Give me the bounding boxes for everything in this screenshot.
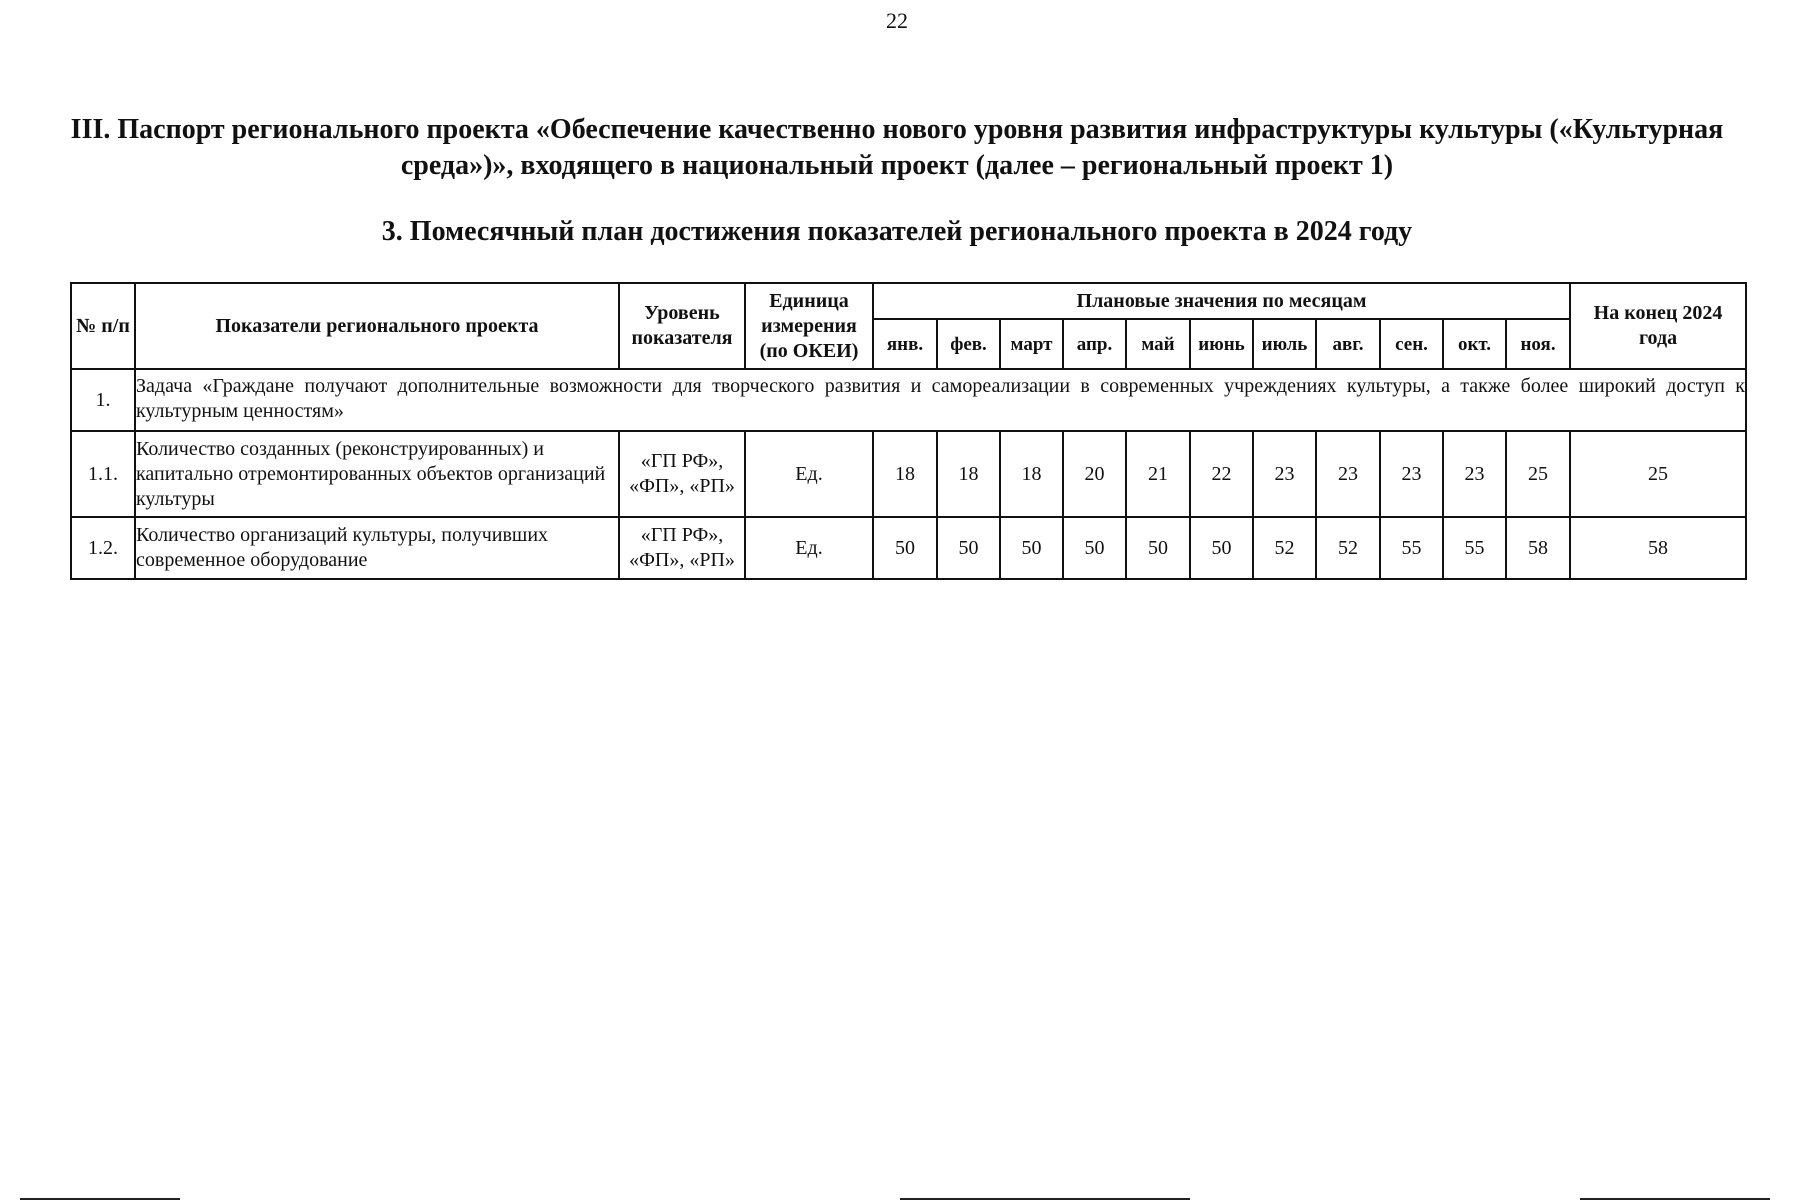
header-year-end: На конец 2024 года	[1570, 283, 1746, 369]
month-value: 52	[1253, 517, 1316, 579]
header-month: сен.	[1380, 319, 1443, 369]
header-month: фев.	[937, 319, 1000, 369]
indicator-level: «ГП РФ», «ФП», «РП»	[619, 431, 745, 517]
month-value: 50	[1190, 517, 1253, 579]
month-value: 18	[1000, 431, 1063, 517]
row-num: 1.1.	[71, 431, 135, 517]
month-value: 23	[1253, 431, 1316, 517]
indicator-unit: Ед.	[745, 517, 873, 579]
task-num: 1.	[71, 369, 135, 431]
year-end-value: 58	[1570, 517, 1746, 579]
header-month: июнь	[1190, 319, 1253, 369]
indicator-level: «ГП РФ», «ФП», «РП»	[619, 517, 745, 579]
month-value: 18	[873, 431, 937, 517]
year-end-value: 25	[1570, 431, 1746, 517]
month-value: 18	[937, 431, 1000, 517]
page-number: 22	[886, 8, 908, 33]
row-num: 1.2.	[71, 517, 135, 579]
month-value: 25	[1506, 431, 1570, 517]
header-month: окт.	[1443, 319, 1506, 369]
document-title: III. Паспорт регионального проекта «Обеспечение качественно нового уровня развития инфраструктуры культуры («Культурная среда»)», входящего в национальный проект (далее – региональный проект 1)	[70, 114, 1724, 181]
task-text: Задача «Граждане получают дополнительные возможности для творческого развития и самореализации в современных учреждениях культуры, а также более широкий доступ к культурным ценностям»	[135, 369, 1746, 431]
header-monthly-group: Плановые значения по месяцам	[873, 283, 1570, 319]
month-value: 50	[937, 517, 1000, 579]
section-title: 3. Помесячный план достижения показателей регионального проекта в 2024 году	[381, 216, 1413, 247]
header-month: авг.	[1316, 319, 1380, 369]
header-unit: Единица измерения (по ОКЕИ)	[745, 283, 873, 369]
header-num: № п/п	[71, 283, 135, 369]
month-value: 23	[1316, 431, 1380, 517]
month-value: 50	[1000, 517, 1063, 579]
header-month: июль	[1253, 319, 1316, 369]
header-month: янв.	[873, 319, 937, 369]
monthly-plan-table	[70, 282, 1747, 580]
month-value: 55	[1443, 517, 1506, 579]
table-row	[71, 431, 1746, 517]
header-month: ноя.	[1506, 319, 1570, 369]
header-month: март	[1000, 319, 1063, 369]
month-value: 21	[1126, 431, 1190, 517]
table-row	[71, 517, 1746, 579]
header-month: май	[1126, 319, 1190, 369]
indicator-unit: Ед.	[745, 431, 873, 517]
month-value: 23	[1443, 431, 1506, 517]
month-value: 50	[1063, 517, 1126, 579]
month-value: 50	[1126, 517, 1190, 579]
month-value: 22	[1190, 431, 1253, 517]
task-row	[71, 369, 1746, 431]
month-value: 52	[1316, 517, 1380, 579]
header-indicator: Показатели регионального проекта	[135, 283, 619, 369]
indicator-name: Количество созданных (реконструированных) и капитально отремонтированных объектов организаций культуры	[135, 431, 619, 517]
month-value: 23	[1380, 431, 1443, 517]
header-month: апр.	[1063, 319, 1126, 369]
header-level: Уровень показателя	[619, 283, 745, 369]
indicator-name: Количество организаций культуры, получивших современное оборудование	[135, 517, 619, 579]
month-value: 50	[873, 517, 937, 579]
month-value: 58	[1506, 517, 1570, 579]
month-value: 20	[1063, 431, 1126, 517]
month-value: 55	[1380, 517, 1443, 579]
